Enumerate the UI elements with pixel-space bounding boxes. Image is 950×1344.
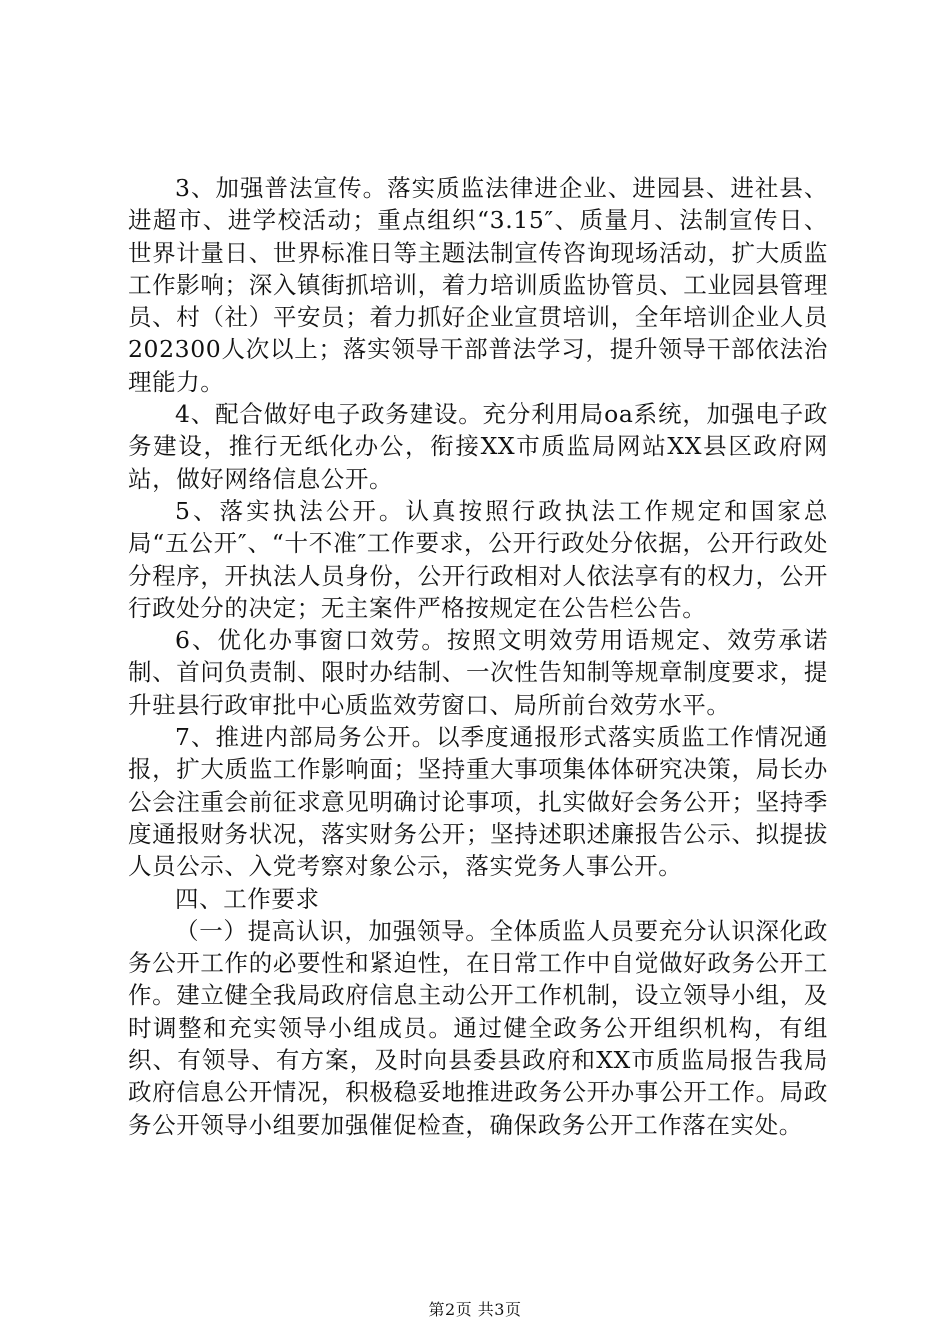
paragraph-item-5: 5、落实执法公开。认真按照行政执法工作规定和国家总局“五公开″、“十不准″工作要求，公开行政处分依据，公开行政处分程序，开执法人员身份，公开行政相对人依法享有的权力，公开行政处分的决定；无主案件严格按规定在公告栏公告。 <box>128 496 828 622</box>
paragraph-item-4: 4、配合做好电子政务建设。充分利用局oa系统，加强电子政务建设，推行无纸化办公，衔接XX市质监局网站XX县区政府网站，做好网络信息公开。 <box>128 400 828 493</box>
section-paragraph: （一）提高认识，加强领导。全体质监人员要充分认识深化政务公开工作的必要性和紧迫性，在日常工作中自觉做好政务公开工作。建立健全我局政府信息主动公开工作机制，设立领导小组，及时调整和充实领导小组成员。通过健全政务公开组织机构，有组织、有领导、有方案，及时向县委县政府和XX市质监局报告我局政府信息公开情况，积极稳妥地推进政务公开办事公开工作。局政务公开领导小组要加强催促检查，确保政务公开工作落在实处。 <box>128 916 828 1139</box>
paragraph-item-3: 3、加强普法宣传。落实质监法律进企业、进园县、进社县、进超市、进学校活动；重点组织“3.15″、质量月、法制宣传日、世界计量日、世界标准日等主题法制宣传咨询现场活动，扩大质监工作影响；深入镇街抓培训，着力培训质监协管员、工业园县管理员、村（社）平安员；着力抓好企业宣贯培训，全年培训企业人员202300人次以上；落实领导干部普法学习，提升领导干部依法治理能力。 <box>128 174 828 396</box>
paragraph-item-7: 7、推进内部局务公开。以季度通报形式落实质监工作情况通报，扩大质监工作影响面；坚持重大事项集体体研究决策，局长办公会注重会前征求意见明确讨论事项，扎实做好会务公开；坚持季度通报财务状况，落实财务公开；坚持述职述廉报告公示、拟提拔人员公示、入党考察对象公示，落实党务人事公开。 <box>128 723 828 881</box>
section-heading: 四、工作要求 <box>175 884 320 913</box>
paragraph-item-6: 6、优化办事窗口效劳。按照文明效劳用语规定、效劳承诺制、首问负责制、限时办结制、一次性告知制等规章制度要求，提升驻县行政审批中心质监效劳窗口、局所前台效劳水平。 <box>128 626 828 719</box>
document-body <box>128 172 828 1141</box>
page-number-footer: 第2页 共3页 <box>428 1300 522 1319</box>
